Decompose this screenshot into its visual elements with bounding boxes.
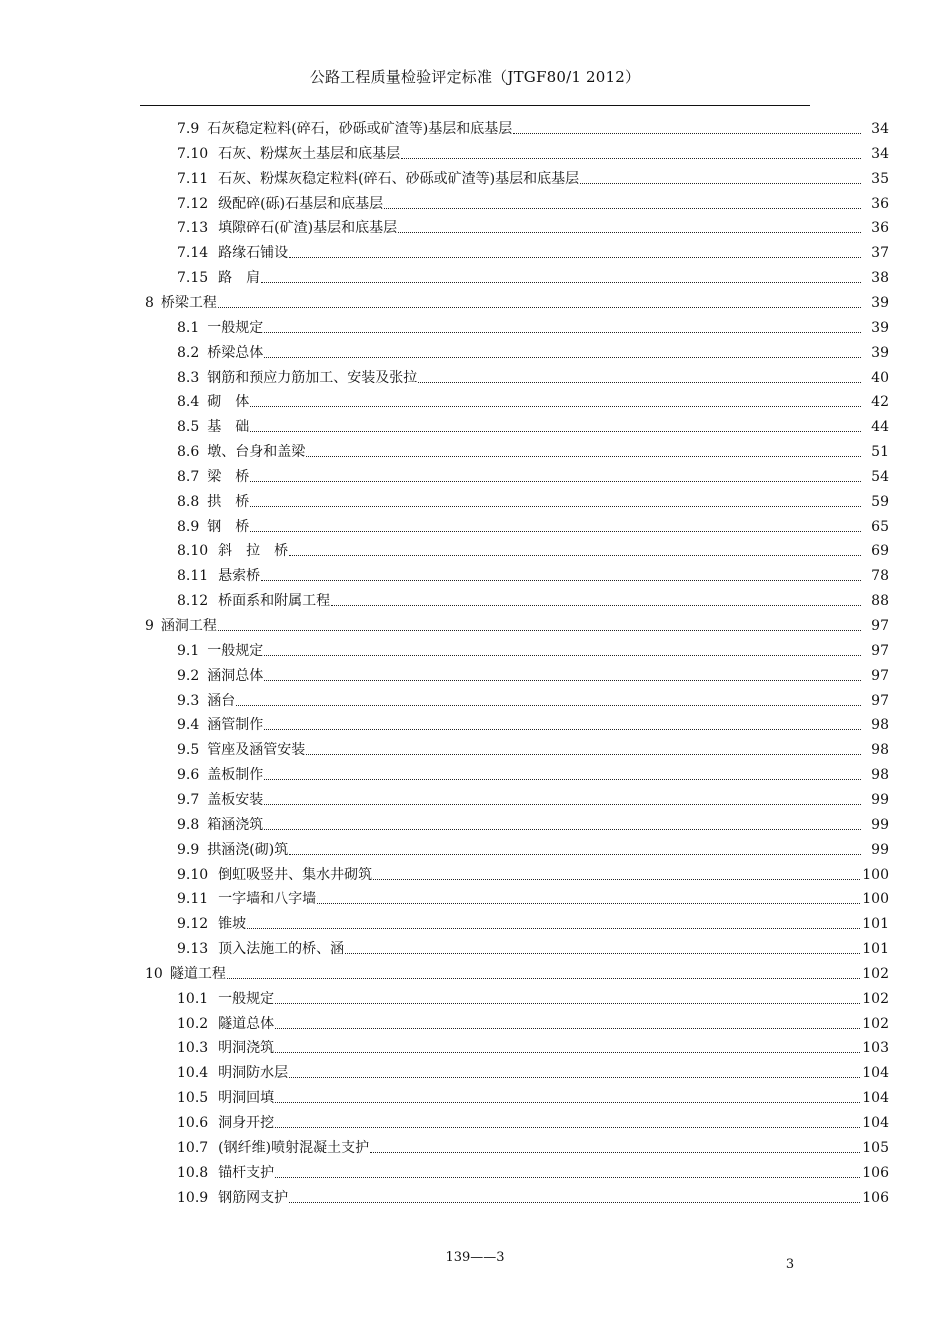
toc-entry-title: 拱 桥	[207, 493, 250, 510]
toc-section-entry[interactable]	[177, 240, 889, 262]
toc-entry-title: 明洞防水层	[218, 1065, 289, 1082]
toc-entry-title: 锥坡	[218, 916, 247, 933]
toc-entry-page: 103	[862, 1040, 889, 1057]
toc-entry-page: 40	[871, 369, 889, 386]
dot-leader	[306, 741, 861, 759]
dot-leader	[289, 542, 861, 560]
toc-entry-number: 9.11	[177, 891, 209, 908]
dot-leader	[236, 692, 861, 710]
dot-leader	[250, 418, 861, 436]
toc-entry-page: 88	[871, 593, 889, 610]
dot-leader	[401, 145, 861, 163]
toc-section-entry[interactable]	[177, 489, 889, 511]
toc-entry-title: 桥梁总体	[207, 344, 264, 361]
toc-entry-page: 97	[871, 692, 889, 709]
toc-entry-number: 7.9	[177, 121, 200, 137]
toc-entry-page: 35	[871, 170, 889, 187]
dot-leader	[275, 1164, 860, 1182]
toc-entry-page: 99	[871, 841, 889, 858]
toc-section-entry[interactable]	[177, 340, 889, 362]
toc-section-entry[interactable]	[177, 1060, 889, 1082]
toc-section-entry[interactable]	[177, 1011, 889, 1033]
toc-entry-title: 一般规定	[207, 642, 264, 659]
toc-entry-number: 10.8	[177, 1164, 209, 1181]
toc-entry-title: 桥梁工程	[160, 294, 217, 311]
toc-section-entry[interactable]	[177, 1035, 889, 1057]
toc-entry-title: 级配碎(砾)石基层和底基层	[218, 195, 384, 212]
toc-entry-number: 8.12	[177, 593, 209, 610]
dot-leader	[418, 369, 861, 387]
toc-entry-page: 98	[871, 742, 889, 759]
toc-section-entry[interactable]	[177, 688, 889, 710]
dot-leader	[264, 319, 861, 337]
toc-entry-page: 101	[862, 941, 889, 958]
toc-entry-number: 9.4	[177, 717, 200, 734]
toc-entry-title: 石灰、粉煤灰稳定粒料(碎石、砂砾或矿渣等)基层和底基层	[218, 170, 580, 187]
toc-section-entry[interactable]	[177, 663, 889, 685]
toc-entry-page: 34	[871, 121, 889, 137]
toc-entry-title: 钢 桥	[207, 518, 250, 535]
toc-entry-number: 9.9	[177, 841, 200, 858]
toc-entry-title: 路缘石铺设	[218, 245, 289, 262]
toc-entry-number: 8.9	[177, 518, 200, 535]
toc-entry-title: 路 肩	[218, 270, 261, 287]
toc-entry-page: 59	[871, 493, 889, 510]
toc-entry-title: 隧道总体	[218, 1015, 275, 1032]
dot-leader	[275, 1114, 860, 1132]
toc-entry-number: 7.15	[177, 270, 209, 287]
dot-leader	[264, 344, 861, 362]
toc-entry-page: 106	[862, 1189, 889, 1206]
dot-leader	[264, 716, 861, 734]
toc-section-entry[interactable]	[177, 911, 889, 933]
dot-leader	[398, 219, 861, 237]
dot-leader	[289, 1064, 860, 1082]
toc-entry-page: 69	[871, 543, 889, 560]
toc-entry-number: 7.14	[177, 245, 209, 262]
toc-section-entry[interactable]	[177, 365, 889, 387]
toc-entry-title: 涵管制作	[207, 717, 264, 734]
toc-entry-page: 97	[871, 667, 889, 684]
toc-entry-title: 盖板安装	[207, 791, 264, 808]
toc-entry-title: 钢筋网支护	[218, 1189, 289, 1206]
toc-entry-title: 石灰稳定粒料(碎石，砂砾或矿渣等)基层和底基层	[207, 121, 513, 137]
toc-entry-title: 箱涵浇筑	[207, 816, 264, 833]
dot-leader	[289, 841, 861, 859]
toc-entry-number: 8.4	[177, 394, 200, 411]
toc-section-entry[interactable]	[177, 1185, 889, 1207]
toc-section-entry[interactable]	[177, 389, 889, 411]
dot-leader	[275, 1039, 860, 1057]
toc-entry-title: 砌 体	[207, 394, 250, 411]
toc-entry-title: 斜 拉 桥	[218, 543, 289, 560]
toc-entry-title: 墩、台身和盖梁	[207, 444, 306, 461]
toc-entry-page: 51	[871, 444, 889, 461]
dot-leader	[331, 592, 861, 610]
toc-entry-number: 8.3	[177, 369, 200, 386]
toc-entry-number: 9.8	[177, 816, 200, 833]
toc-entry-page: 39	[871, 319, 889, 336]
toc-entry-title: 管座及涵管安装	[207, 742, 306, 759]
toc-entry-page: 37	[871, 245, 889, 262]
toc-entry-title: 明洞浇筑	[218, 1040, 275, 1057]
toc-entry-page: 78	[871, 568, 889, 585]
toc-entry-number: 10	[145, 965, 163, 982]
dot-leader	[261, 567, 861, 585]
dot-leader	[250, 393, 861, 411]
toc-entry-number: 10.9	[177, 1189, 209, 1206]
dot-leader	[289, 1189, 860, 1207]
toc-entry-number: 9.1	[177, 642, 200, 659]
toc-entry-number: 7.13	[177, 220, 209, 237]
dot-leader	[317, 890, 860, 908]
dot-leader	[247, 915, 860, 933]
dot-leader	[306, 443, 861, 461]
toc-entry-page: 102	[862, 1015, 889, 1032]
toc-entry-title: 填隙碎石(矿渣)基层和底基层	[218, 220, 398, 237]
toc-section-entry[interactable]	[177, 141, 889, 163]
toc-entry-page: 99	[871, 816, 889, 833]
dot-leader	[264, 667, 861, 685]
dot-leader	[250, 468, 861, 486]
dot-leader	[289, 244, 861, 262]
toc-entry-page: 42	[871, 394, 889, 411]
toc-section-entry[interactable]	[177, 862, 889, 884]
toc-entry-title: 一般规定	[207, 319, 264, 336]
dot-leader	[250, 518, 861, 536]
toc-section-entry[interactable]	[177, 166, 889, 188]
toc-section-entry[interactable]	[177, 986, 889, 1008]
toc-entry-page: 39	[871, 294, 889, 311]
toc-entry-number: 10.5	[177, 1090, 209, 1107]
toc-entry-title: 盖板制作	[207, 767, 264, 784]
toc-entry-title: 涵洞工程	[160, 618, 217, 634]
toc-entry-page: 38	[871, 270, 889, 287]
toc-entry-number: 8.10	[177, 543, 209, 560]
toc-entry-title: 基 础	[207, 419, 250, 436]
toc-entry-number: 8	[145, 294, 154, 311]
dot-leader	[275, 990, 860, 1008]
toc-entry-page: 100	[862, 866, 889, 883]
toc-entry-number: 9	[145, 618, 154, 634]
toc-entry-number: 9.13	[177, 941, 209, 958]
toc-entry-number: 9.5	[177, 742, 200, 759]
toc-section-entry[interactable]	[177, 265, 889, 287]
toc-entry-number: 7.10	[177, 145, 209, 162]
toc-section-entry[interactable]	[177, 1135, 889, 1157]
dot-leader	[227, 965, 860, 983]
toc-entry-page: 104	[862, 1090, 889, 1107]
toc-entry-number: 7.12	[177, 195, 209, 212]
footer-center-text: 139——3	[445, 1250, 505, 1265]
toc-entry-title: 涵台	[207, 692, 236, 709]
toc-section-entry[interactable]	[177, 638, 889, 660]
toc-entry-number: 7.11	[177, 170, 209, 187]
toc-entry-title: 明洞回填	[218, 1090, 275, 1107]
toc-entry-page: 98	[871, 767, 889, 784]
toc-entry-page: 101	[862, 916, 889, 933]
toc-entry-number: 10.3	[177, 1040, 209, 1057]
toc-entry-title: 钢筋和预应力筋加工、安装及张拉	[207, 369, 418, 386]
toc-section-entry[interactable]	[177, 936, 889, 958]
dot-leader	[275, 1089, 860, 1107]
dot-leader	[264, 791, 861, 809]
toc-chapter-entry[interactable]	[145, 290, 889, 312]
toc-entry-page: 54	[871, 468, 889, 485]
toc-entry-number: 10.6	[177, 1115, 209, 1131]
toc-entry-number: 9.3	[177, 692, 200, 709]
page-number: 3	[785, 1257, 795, 1272]
toc-section-entry[interactable]	[177, 787, 889, 809]
toc-section-entry[interactable]	[177, 563, 889, 585]
toc-entry-page: 99	[871, 791, 889, 808]
toc-entry-number: 8.1	[177, 319, 200, 336]
toc-entry-number: 9.6	[177, 767, 200, 784]
dot-leader	[513, 120, 861, 138]
toc-entry-page: 36	[871, 220, 889, 237]
toc-section-entry[interactable]	[177, 414, 889, 436]
toc-entry-page: 106	[862, 1164, 889, 1181]
dot-leader	[580, 170, 861, 188]
toc-entry-page: 104	[862, 1115, 889, 1131]
toc-section-entry[interactable]	[177, 1110, 889, 1132]
toc-entry-title: 梁 桥	[207, 468, 250, 485]
dot-leader	[275, 1015, 860, 1033]
toc-section-entry[interactable]	[177, 315, 889, 337]
dot-leader	[264, 816, 861, 834]
dot-leader	[345, 940, 860, 958]
dot-leader	[370, 1139, 860, 1157]
toc-section-entry[interactable]	[177, 588, 889, 610]
toc-entry-title: 石灰、粉煤灰土基层和底基层	[218, 145, 401, 162]
toc-entry-number: 10.2	[177, 1015, 209, 1032]
toc-entry-page: 97	[871, 618, 889, 634]
toc-entry-number: 10.7	[177, 1139, 209, 1156]
toc-entry-number: 9.12	[177, 916, 209, 933]
toc-entry-number: 8.5	[177, 419, 200, 436]
toc-entry-page: 36	[871, 195, 889, 212]
toc-section-entry[interactable]	[177, 886, 889, 908]
toc-chapter-entry[interactable]	[145, 961, 889, 983]
toc-entry-page: 98	[871, 717, 889, 734]
toc-section-entry[interactable]	[177, 538, 889, 560]
toc-entry-number: 9.2	[177, 667, 200, 684]
toc-entry-number: 8.2	[177, 344, 200, 361]
toc-entry-title: 拱涵浇(砌)筑	[207, 841, 289, 858]
toc-entry-title: 倒虹吸竖井、集水井砌筑	[218, 866, 373, 883]
dot-leader	[384, 195, 861, 213]
dot-leader	[264, 766, 861, 784]
toc-section-entry[interactable]	[177, 812, 889, 834]
toc-entry-title: 涵洞总体	[207, 667, 264, 684]
toc-entry-page: 104	[862, 1065, 889, 1082]
toc-entry-page: 65	[871, 518, 889, 535]
toc-entry-number: 8.6	[177, 444, 200, 461]
toc-section-entry[interactable]	[177, 1160, 889, 1182]
toc-section-entry[interactable]	[177, 762, 889, 784]
dot-leader	[218, 617, 861, 635]
toc-chapter-entry[interactable]	[145, 613, 889, 635]
toc-entry-title: 洞身开挖	[218, 1115, 275, 1131]
toc-entry-number: 8.7	[177, 468, 200, 485]
toc-entry-title: 一般规定	[218, 990, 275, 1007]
toc-section-entry[interactable]	[177, 737, 889, 759]
page-header-title: 公路工程质量检验评定标准（JTGF80/1 2012）	[309, 68, 641, 86]
dot-leader	[218, 294, 861, 312]
toc-entry-page: 102	[862, 965, 889, 982]
toc-entry-title: 隧道工程	[169, 965, 226, 982]
toc-entry-number: 9.7	[177, 791, 200, 808]
toc-entry-title: 锚杆支护	[218, 1164, 275, 1181]
toc-entry-number: 10.4	[177, 1065, 209, 1082]
dot-leader	[261, 269, 861, 287]
toc-section-entry[interactable]	[177, 712, 889, 734]
toc-entry-title: 一字墙和八字墙	[218, 891, 317, 908]
dot-leader	[264, 642, 861, 660]
toc-entry-page: 44	[871, 419, 889, 436]
toc-entry-page: 105	[862, 1139, 889, 1156]
toc-section-entry[interactable]	[177, 215, 889, 237]
toc-entry-page: 34	[871, 145, 889, 162]
toc-entry-number: 8.8	[177, 493, 200, 510]
toc-entry-number: 8.11	[177, 568, 209, 585]
toc-entry-page: 97	[871, 642, 889, 659]
toc-section-entry[interactable]	[177, 439, 889, 461]
toc-entry-number: 10.1	[177, 990, 209, 1007]
toc-entry-title: (钢纤维)喷射混凝土支护	[218, 1139, 370, 1156]
toc-section-entry[interactable]	[177, 116, 889, 138]
toc-entry-page: 102	[862, 990, 889, 1007]
dot-leader	[373, 866, 860, 884]
toc-entry-page: 100	[862, 891, 889, 908]
toc-section-entry[interactable]	[177, 464, 889, 486]
toc-section-entry[interactable]	[177, 837, 889, 859]
toc-entry-number: 9.10	[177, 866, 209, 883]
toc-section-entry[interactable]	[177, 1085, 889, 1107]
toc-entry-title: 桥面系和附属工程	[218, 593, 331, 610]
toc-section-entry[interactable]	[177, 514, 889, 536]
dot-leader	[250, 493, 861, 511]
toc-section-entry[interactable]	[177, 191, 889, 213]
toc-entry-page: 39	[871, 344, 889, 361]
toc-entry-title: 悬索桥	[218, 568, 261, 585]
toc-entry-title: 顶入法施工的桥、涵	[218, 941, 345, 958]
